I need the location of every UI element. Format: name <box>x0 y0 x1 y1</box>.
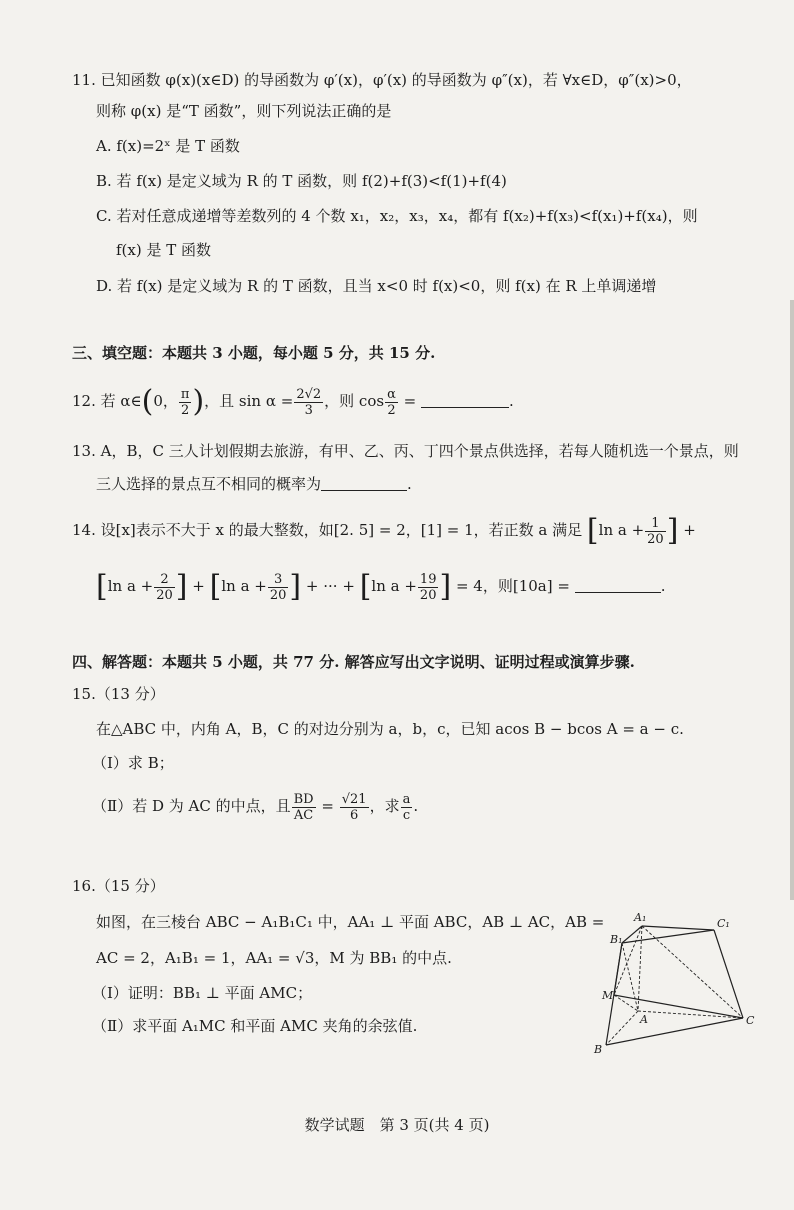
label-a: A <box>640 1013 648 1026</box>
q14-term4-fraction <box>418 572 439 603</box>
q14-term1-num: 1 <box>645 516 666 532</box>
q16-head: 16.（15 分） <box>72 877 165 895</box>
q14-bracket-open-3: [ <box>209 569 222 604</box>
edge-b1-m-solid <box>614 943 622 995</box>
q15-value-fraction <box>340 792 369 823</box>
q12-sin-fraction <box>294 387 323 418</box>
q14-term3-fraction <box>268 572 289 603</box>
edge-a1-a-hidden <box>638 926 642 1011</box>
q12-cond: ，且 sin α = <box>204 392 294 410</box>
label-m: M <box>602 989 614 1002</box>
q14-line2 <box>96 568 665 604</box>
section-3-heading: 三、填空题：本题共 3 小题，每小题 5 分，共 15 分. <box>72 344 436 362</box>
q14-term2-num: 2 <box>154 572 175 588</box>
q14-bracket-open-2: [ <box>96 569 108 604</box>
q13-end: . <box>407 475 412 493</box>
frustum-figure <box>580 905 770 1065</box>
label-b: B <box>594 1043 603 1056</box>
q12-eq: = <box>403 392 417 410</box>
q15-part2-eq: = <box>321 797 334 815</box>
q11-option-d: D. 若 f(x) 是定义域为 R 的 T 函数，且当 x<0 时 f(x)<0，则 f(x) 在 R 上单调递增 <box>96 277 657 295</box>
q12-pi-num: π <box>180 386 190 402</box>
q13-line2 <box>96 474 412 494</box>
q14-bracket-close-1: ] <box>666 513 679 548</box>
q15-value-num: √21 <box>341 791 367 807</box>
q12-pi-den: 2 <box>181 402 190 418</box>
edge-m-c <box>614 995 743 1018</box>
q14-plus-1: + <box>683 521 696 539</box>
q14-term1-pre: ln a + <box>598 521 645 539</box>
label-c1: C₁ <box>717 917 730 930</box>
q15-head: 15.（13 分） <box>72 685 165 703</box>
q14-line1-text: 14. 设[x]表示不大于 x 的最大整数，如[2. 5] = 2，[1] = 1，若正数 a 满足 <box>72 521 583 539</box>
q16-line1: 如图，在三棱台 ABC − A₁B₁C₁ 中，AA₁ ⊥ 平面 ABC，AB ⊥ AC，AB = <box>96 913 605 931</box>
q14-term1-den: 20 <box>647 531 664 547</box>
q14-term2-den: 20 <box>156 587 173 603</box>
edge-a1-c1 <box>642 926 714 930</box>
q13-line2-text: 三人选择的景点互不相同的概率为 <box>96 475 322 493</box>
q11-option-a: A. f(x)=2ˣ 是 T 函数 <box>96 137 240 155</box>
q14-term2-fraction <box>154 572 175 603</box>
q15-stem: 在△ABC 中，内角 A，B，C 的对边分别为 a，b，c，已知 acos B − bcos A = a − c. <box>96 720 684 738</box>
q12-prefix: 12. 若 α∈ <box>72 392 142 410</box>
q13-answer-blank[interactable] <box>321 476 407 491</box>
q14-line1 <box>72 512 696 548</box>
q13-line1: 13. A，B，C 三人计划假期去旅游，有甲、乙、丙、丁四个景点供选择，若每人随机选一个景点，则 <box>72 442 739 460</box>
q16-line2: AC = 2，A₁B₁ = 1，AA₁ = √3，M 为 BB₁ 的中点. <box>96 949 452 967</box>
q14-term3-pre: ln a + <box>221 577 267 595</box>
q14-plus-2: + <box>192 577 205 595</box>
q11-option-b: B. 若 f(x) 是定义域为 R 的 T 函数，则 f(2)+f(3)<f(1)+f(4) <box>96 172 507 190</box>
section-4-heading: 四、解答题：本题共 5 小题，共 77 分. 解答应写出文字说明、证明过程或演算步骤. <box>72 653 635 671</box>
q15-ratio-fraction <box>292 792 316 823</box>
q14-bracket-open-4: [ <box>359 569 372 604</box>
q15-part2-end: . <box>413 797 419 815</box>
label-a1: A₁ <box>634 911 647 924</box>
q14-bracket-close-2: ] <box>175 569 188 604</box>
q11-stem-line2: 则称 φ(x) 是“T 函数”，则下列说法正确的是 <box>96 102 392 120</box>
q14-term2-pre: ln a + <box>107 577 154 595</box>
edge-a-c-hidden <box>638 1011 743 1018</box>
q14-term4-den: 20 <box>419 587 437 603</box>
q14-bracket-close-3: ] <box>289 569 302 604</box>
label-c: C <box>746 1014 755 1027</box>
q15-part2 <box>92 788 418 824</box>
q15-ask-den: c <box>402 807 411 823</box>
q14-end: . <box>660 577 666 595</box>
q14-term3-num: 3 <box>268 572 289 588</box>
q15-part2-ask: ，求 <box>369 797 400 815</box>
q15-ratio-num: BD <box>293 791 314 807</box>
q11-option-c-line2: f(x) 是 T 函数 <box>116 241 212 259</box>
q14-term1-fraction <box>645 516 666 547</box>
q12-half-num: α <box>387 386 396 402</box>
q14-answer-blank[interactable] <box>575 578 661 593</box>
q12-end: . <box>508 392 514 410</box>
q11-stem-line1: 11. 已知函数 φ(x)(x∈D) 的导函数为 φ′(x)，φ′(x) 的导函数为 φ″(x)，若 ∀x∈D，φ″(x)>0， <box>72 71 692 89</box>
q15-ask-fraction <box>401 792 413 823</box>
q15-part1: （Ⅰ）求 B； <box>92 754 174 772</box>
edge-b-c <box>606 1018 743 1045</box>
scan-edge-shadow <box>790 300 794 900</box>
edge-b1-a-hidden <box>622 943 638 1011</box>
q12-half-den: 2 <box>387 402 396 418</box>
q16-part1: （Ⅰ）证明：BB₁ ⊥ 平面 AMC； <box>92 984 313 1002</box>
q16-part2: （Ⅱ）求平面 A₁MC 和平面 AMC 夹角的余弦值. <box>92 1017 418 1035</box>
q15-value-den: 6 <box>350 807 359 823</box>
q14-bracket-close-4: ] <box>439 569 452 604</box>
q14-bracket-open-1: [ <box>586 513 599 548</box>
q12-open-paren: ( <box>141 384 154 419</box>
q14-dots: + ··· + <box>305 577 355 595</box>
q12-sin-den: 3 <box>304 402 313 418</box>
q14-term4-pre: ln a + <box>371 577 417 595</box>
q14-term4-num: 19 <box>419 571 437 587</box>
q12 <box>72 383 514 419</box>
q12-close-paren: ) <box>192 384 205 419</box>
page-footer: 数学试题 第 3 页(共 4 页) <box>304 1116 490 1134</box>
q12-answer-blank[interactable] <box>421 393 509 408</box>
q15-ratio-den: AC <box>293 807 314 823</box>
q12-sin-num: 2√2 <box>296 386 322 402</box>
q12-interval-mid: 0， <box>153 392 178 410</box>
q12-ask: ，则 cos <box>324 392 385 410</box>
q15-part2-pre: （Ⅱ）若 D 为 AC 的中点，且 <box>92 797 291 815</box>
label-b1: B₁ <box>610 933 623 946</box>
q15-ask-num: a <box>402 791 411 807</box>
q12-pi-fraction <box>179 387 192 418</box>
q11-option-c-line1: C. 若对任意成递增等差数列的 4 个数 x₁，x₂，x₃，x₄，都有 f(x₂)+f(x₃)<f(x₁)+f(x₄)，则 <box>96 207 698 225</box>
q14-term3-den: 20 <box>269 587 287 603</box>
q14-result: = 4，则[10a] = <box>455 577 570 595</box>
q12-half-fraction <box>385 387 398 418</box>
